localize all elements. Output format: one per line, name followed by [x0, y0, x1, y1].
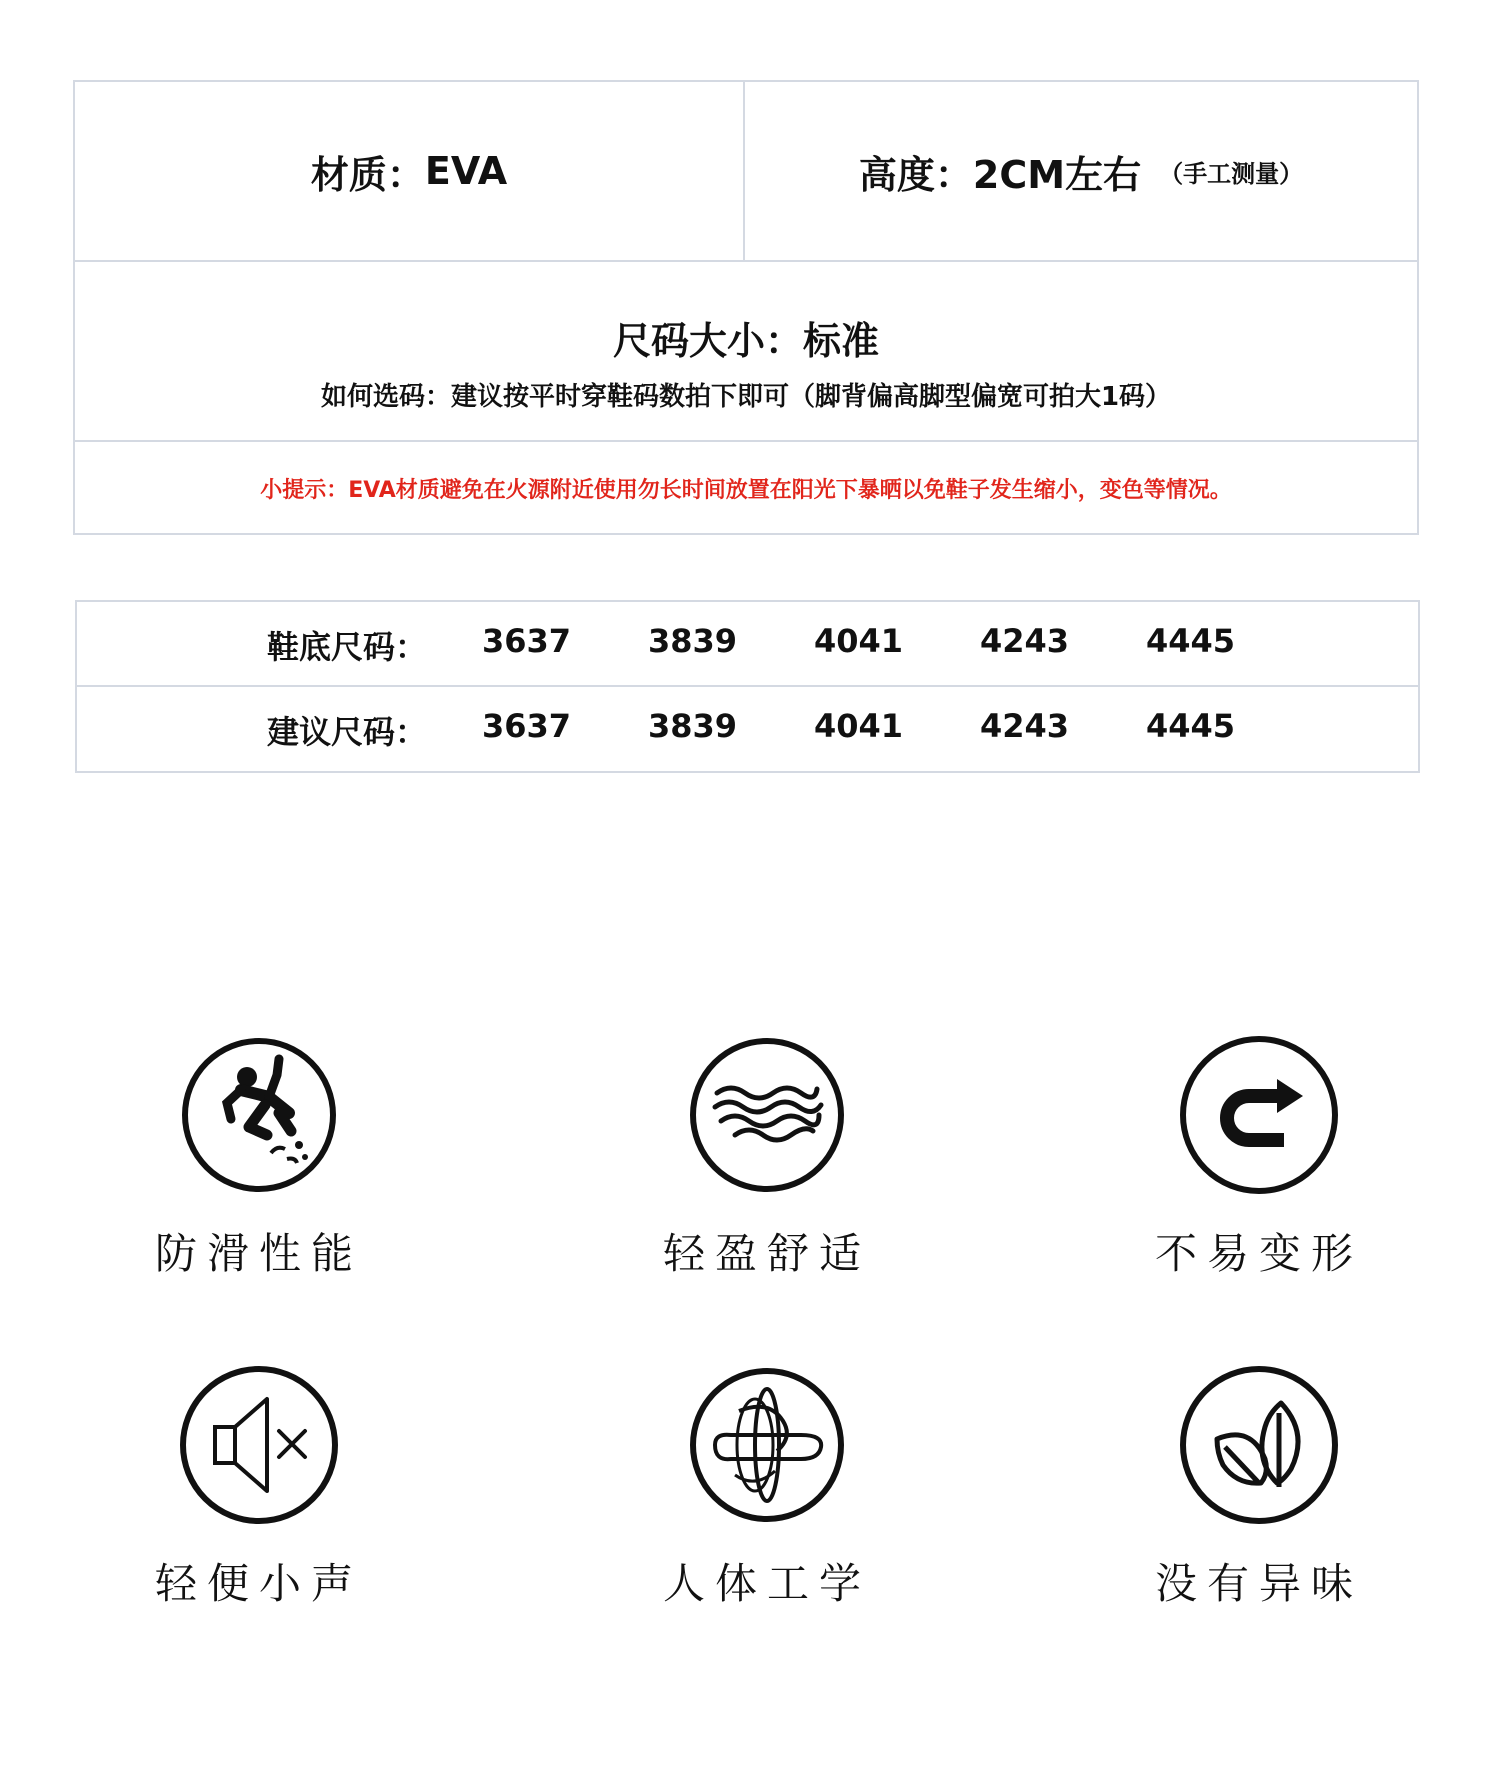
size-value: 4445 [1146, 622, 1236, 660]
spec-row-tip [75, 442, 1417, 535]
size-value: 3637 [482, 622, 572, 660]
wave-lines-icon [687, 1035, 847, 1195]
feature-anti-slip [109, 1035, 409, 1281]
material-cell [75, 82, 745, 260]
feature-label: 人体工学 [662, 1559, 871, 1608]
feature-no-odor [1109, 1365, 1409, 1611]
sole-size-label: 鞋底尺码： [267, 628, 428, 666]
height-value: 2CM左右 [972, 152, 1142, 197]
feature-quiet [109, 1365, 409, 1611]
feature-label: 不易变形 [1154, 1229, 1363, 1278]
size-value: 4243 [980, 622, 1070, 660]
size-value: 3839 [648, 707, 738, 745]
size-value: 4243 [980, 707, 1070, 745]
height-cell [745, 82, 1417, 260]
return-arrow-icon [1179, 1035, 1339, 1195]
size-value: 3637 [482, 707, 572, 745]
material-label: 材质： [310, 152, 425, 197]
ergonomic-sole-icon [687, 1365, 847, 1525]
feature-lightweight [617, 1035, 917, 1281]
height-note: （手工测量） [1159, 159, 1304, 188]
spec-row-material-height [75, 82, 1417, 262]
size-title: 尺码大小：标准 [612, 319, 879, 363]
feature-no-deform [1109, 1035, 1409, 1281]
size-value: 4041 [814, 707, 904, 745]
size-table [75, 600, 1420, 773]
size-value: 3839 [648, 622, 738, 660]
table-row [77, 602, 1418, 687]
feature-label: 没有异味 [1154, 1559, 1363, 1608]
table-row [77, 687, 1418, 772]
care-tip: 小提示：EVA材质避免在火源附近使用勿长时间放置在阳光下暴晒以免鞋子发生缩小，变色等情况。 [260, 478, 1232, 503]
feature-ergonomic [617, 1365, 917, 1611]
height-label: 高度： [858, 152, 973, 197]
material-value: EVA [424, 149, 508, 193]
suggested-size-label: 建议尺码： [267, 713, 428, 751]
feature-label: 防滑性能 [154, 1229, 363, 1278]
size-advice: 如何选码：建议按平时穿鞋码数拍下即可（脚背偏高脚型偏宽可拍大1码） [320, 382, 1172, 412]
spec-row-size [75, 262, 1417, 442]
slip-person-icon [179, 1035, 339, 1195]
size-value: 4445 [1146, 707, 1236, 745]
mute-speaker-icon [179, 1365, 339, 1525]
leaf-icon [1179, 1365, 1339, 1525]
spec-table [73, 80, 1419, 535]
feature-label: 轻盈舒适 [662, 1229, 871, 1278]
feature-label: 轻便小声 [154, 1559, 363, 1608]
size-value: 4041 [814, 622, 904, 660]
